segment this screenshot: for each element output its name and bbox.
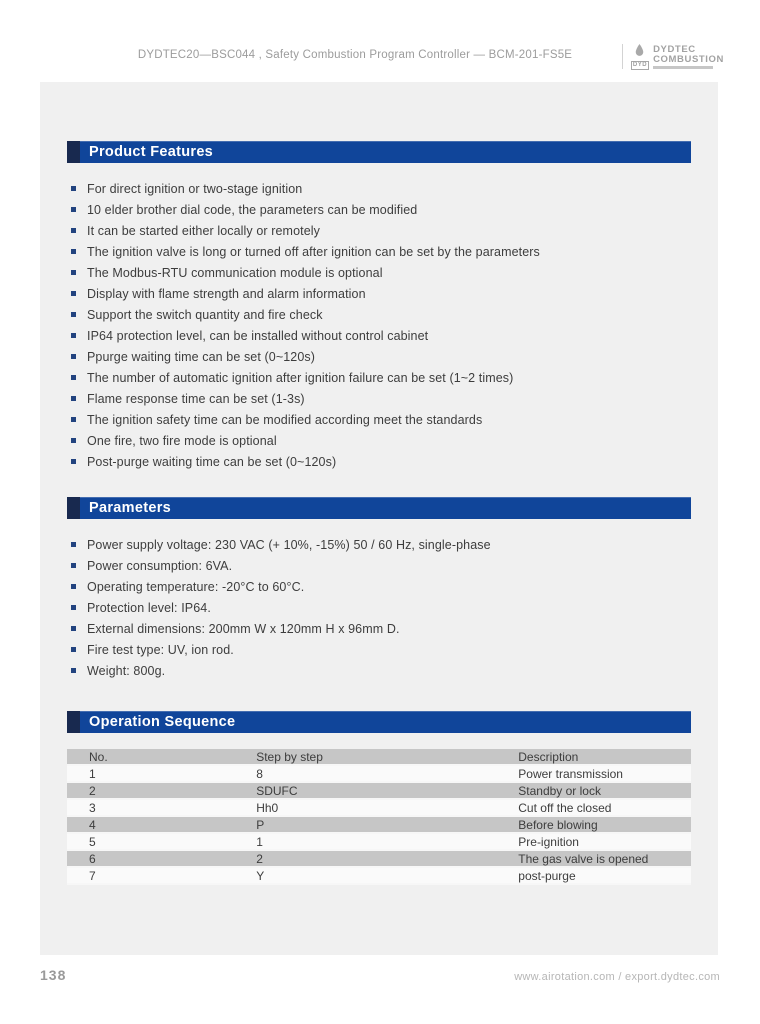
table-row	[67, 783, 691, 800]
cell-step: 1	[256, 835, 263, 849]
page-number: 138	[40, 967, 67, 983]
cell-description: The gas valve is opened	[518, 852, 649, 866]
bullet-square-icon	[71, 459, 76, 464]
table-row	[67, 851, 691, 868]
section-header-operation-sequence: Operation Sequence	[67, 711, 691, 733]
feature-item	[67, 409, 691, 430]
parameter-text: Power consumption: 6VA.	[87, 558, 233, 573]
cell-step: SDUFC	[256, 784, 298, 798]
cell-description: Cut off the closed	[518, 801, 612, 815]
table-row	[67, 834, 691, 851]
feature-text: Flame response time can be set (1-3s)	[87, 391, 305, 406]
cell-no: 7	[89, 869, 96, 883]
column-header-no: No.	[89, 750, 108, 764]
section-header-product-features: Product Features	[67, 141, 691, 163]
feature-text: The number of automatic ignition after ignition failure can be set (1~2 times)	[87, 370, 514, 385]
feature-item	[67, 178, 691, 199]
parameter-text: External dimensions: 200mm W x 120mm H x 96mm D.	[87, 621, 400, 636]
bullet-square-icon	[71, 668, 76, 673]
feature-item	[67, 367, 691, 388]
bullet-square-icon	[71, 375, 76, 380]
bullet-square-icon	[71, 270, 76, 275]
feature-text: Support the switch quantity and fire check	[87, 307, 323, 322]
bullet-square-icon	[71, 228, 76, 233]
cell-step: Y	[256, 869, 265, 883]
table-body	[67, 766, 691, 885]
content-card	[40, 82, 718, 955]
cell-no: 3	[89, 801, 96, 815]
feature-item	[67, 325, 691, 346]
feature-item	[67, 430, 691, 451]
logo-mark	[631, 43, 649, 70]
parameter-text: Power supply voltage: 230 VAC (+ 10%, -15%) 50 / 60 Hz, single-phase	[87, 537, 491, 552]
bullet-square-icon	[71, 584, 76, 589]
logo-divider	[622, 44, 623, 69]
brand-logo	[622, 43, 724, 70]
cell-description: post-purge	[518, 869, 576, 883]
feature-text: It can be started either locally or remotely	[87, 223, 320, 238]
feature-item	[67, 262, 691, 283]
cell-step: 8	[256, 767, 263, 781]
cell-description: Power transmission	[518, 767, 623, 781]
parameter-text: Weight: 800g.	[87, 663, 166, 678]
logo-text	[653, 45, 724, 69]
cell-no: 6	[89, 852, 96, 866]
bullet-square-icon	[71, 626, 76, 631]
table-row	[67, 817, 691, 834]
bullet-square-icon	[71, 207, 76, 212]
bullet-square-icon	[71, 186, 76, 191]
column-header-description: Description	[518, 750, 579, 764]
feature-text: The ignition valve is long or turned off after ignition can be set by the parameters	[87, 244, 540, 259]
bullet-square-icon	[71, 563, 76, 568]
feature-item	[67, 220, 691, 241]
column-header-step: Step by step	[256, 750, 323, 764]
parameter-item	[67, 618, 691, 639]
document-title: DYDTEC20—BSC044 , Safety Combustion Program Controller — BCM-201-FS5E	[137, 49, 573, 61]
parameter-text: Protection level: IP64.	[87, 600, 211, 615]
feature-list	[67, 178, 691, 472]
footer-links: www.airotation.com / export.dydtec.com	[514, 971, 720, 983]
parameter-item	[67, 555, 691, 576]
feature-item	[67, 388, 691, 409]
feature-item	[67, 241, 691, 262]
parameter-text: Fire test type: UV, ion rod.	[87, 642, 234, 657]
bullet-square-icon	[71, 291, 76, 296]
feature-item	[67, 346, 691, 367]
parameter-item	[67, 660, 691, 681]
feature-item	[67, 199, 691, 220]
cell-no: 2	[89, 784, 96, 798]
bullet-square-icon	[71, 312, 76, 317]
feature-text: Ppurge waiting time can be set (0~120s)	[87, 349, 315, 364]
table-row	[67, 868, 691, 885]
bullet-square-icon	[71, 417, 76, 422]
cell-description: Before blowing	[518, 818, 598, 832]
feature-text: Post-purge waiting time can be set (0~120s)	[87, 454, 337, 469]
cell-no: 1	[89, 767, 96, 781]
logo-tagline	[653, 66, 713, 69]
feature-text: 10 elder brother dial code, the parameters can be modified	[87, 202, 418, 217]
bullet-square-icon	[71, 333, 76, 338]
parameter-item	[67, 597, 691, 618]
parameter-list	[67, 534, 691, 681]
bullet-square-icon	[71, 396, 76, 401]
table-row	[67, 800, 691, 817]
parameter-item	[67, 534, 691, 555]
bullet-square-icon	[71, 438, 76, 443]
feature-text: The ignition safety time can be modified according meet the standards	[87, 412, 483, 427]
operation-table	[67, 749, 691, 885]
bullet-square-icon	[71, 354, 76, 359]
feature-text: One fire, two fire mode is optional	[87, 433, 277, 448]
feature-text: For direct ignition or two-stage ignition	[87, 181, 303, 196]
bullet-square-icon	[71, 647, 76, 652]
section-header-parameters: Parameters	[67, 497, 691, 519]
feature-item	[67, 451, 691, 472]
bullet-square-icon	[71, 249, 76, 254]
logo-abbr: DYD	[632, 62, 648, 68]
bullet-square-icon	[71, 542, 76, 547]
bullet-square-icon	[71, 605, 76, 610]
logo-name: DYDTEC	[653, 43, 696, 55]
table-header-row	[67, 749, 691, 766]
cell-step: 2	[256, 852, 263, 866]
feature-text: IP64 protection level, can be installed without control cabinet	[87, 328, 429, 343]
table-row	[67, 766, 691, 783]
cell-no: 5	[89, 835, 96, 849]
parameter-text: Operating temperature: -20°C to 60°C.	[87, 579, 305, 594]
cell-description: Standby or lock	[518, 784, 601, 798]
parameter-item	[67, 639, 691, 660]
cell-no: 4	[89, 818, 96, 832]
feature-item	[67, 283, 691, 304]
cell-step: Hh0	[256, 801, 279, 815]
logo-name-2: COMBUSTION	[653, 53, 724, 65]
feature-item	[67, 304, 691, 325]
feature-text: The Modbus-RTU communication module is optional	[87, 265, 383, 280]
feature-text: Display with flame strength and alarm information	[87, 286, 366, 301]
cell-step: P	[256, 818, 265, 832]
parameter-item	[67, 576, 691, 597]
cell-description: Pre-ignition	[518, 835, 579, 849]
water-drop-icon	[635, 43, 644, 61]
